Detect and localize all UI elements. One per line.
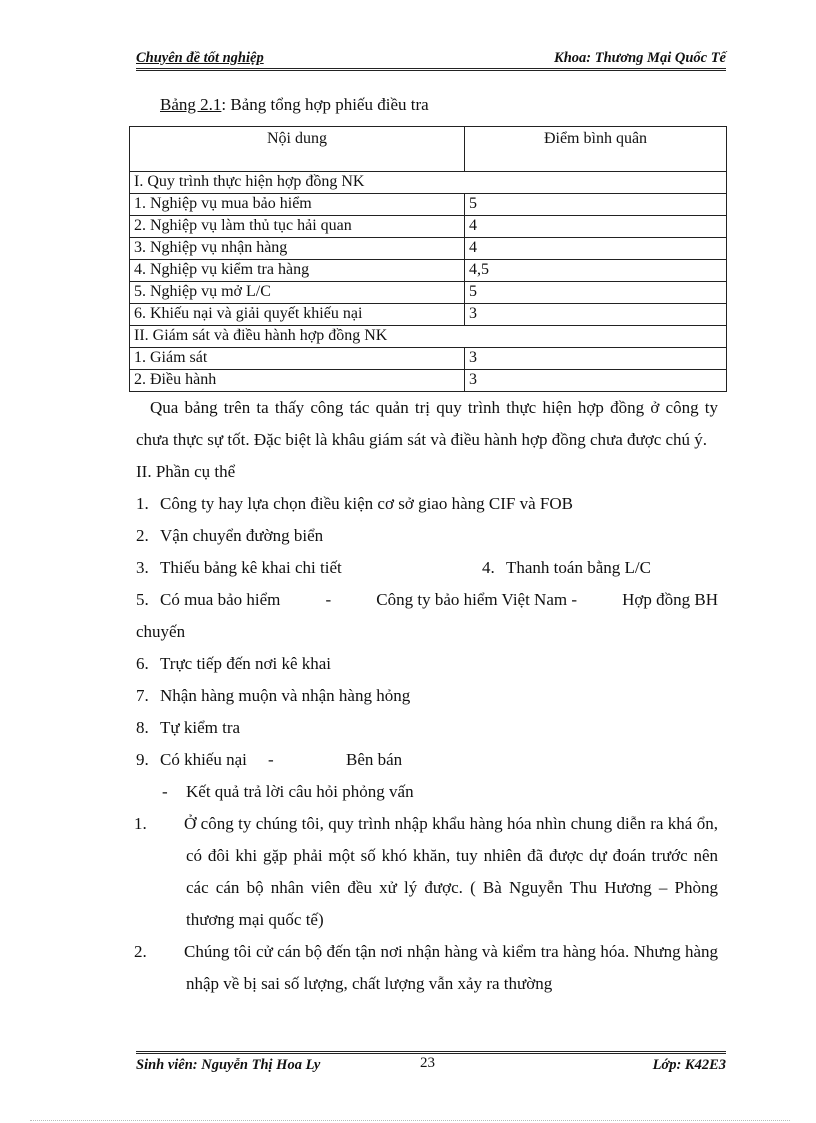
section-label: I. Quy trình thực hiện hợp đồng NK (130, 172, 727, 194)
item-number: 3. (136, 558, 149, 577)
item-text: Có khiếu nại (160, 750, 247, 769)
row-score: 3 (465, 348, 727, 370)
row-score: 3 (465, 370, 727, 392)
table-row (130, 194, 727, 216)
table-section-row (130, 172, 727, 194)
table-row (130, 348, 727, 370)
item-text: Công ty bảo hiểm Việt Nam - (376, 590, 578, 609)
header-divider (136, 68, 726, 71)
table-row (130, 238, 727, 260)
item-separator: - (268, 750, 274, 769)
row-score: 5 (465, 282, 727, 304)
item-text: Vận chuyển đường biển (160, 526, 324, 545)
row-score: 5 (465, 194, 727, 216)
list-item-continuation: chuyến (136, 622, 186, 641)
section-label: II. Giám sát và điều hành hợp đồng NK (130, 326, 727, 348)
item-text: Thiếu bảng kê khai chi tiết (160, 558, 342, 577)
item-separator: - (325, 590, 332, 609)
row-score: 4 (465, 238, 727, 260)
list-item (136, 712, 718, 744)
item-number: 2. (134, 942, 147, 961)
row-label: 4. Nghiệp vụ kiểm tra hàng (130, 260, 465, 282)
page-number: 23 (420, 1055, 435, 1071)
item-text: Công ty hay lựa chọn điều kiện cơ sở giao hàng CIF và FOB (160, 494, 573, 513)
item-number: 4. (482, 558, 495, 577)
row-label: 2. Điều hành (130, 370, 465, 392)
footer-class: Lớp: K42E3 (652, 1057, 726, 1073)
row-label: 5. Nghiệp vụ mở L/C (130, 282, 465, 304)
table-row (130, 282, 727, 304)
table-row (130, 304, 727, 326)
row-label: 2. Nghiệp vụ làm thủ tục hải quan (130, 216, 465, 238)
page-footer (136, 1057, 726, 1077)
header-left-title: Chuyên đề tốt nghiệp (136, 50, 264, 66)
list-item (136, 584, 718, 616)
table-row (130, 260, 727, 282)
item-text: Kết quả trả lời câu hỏi phỏng vấn (186, 782, 414, 801)
page-header (136, 48, 726, 68)
list-item (136, 680, 718, 712)
list-item (136, 744, 718, 776)
item-number: 2. (136, 526, 149, 545)
section-title: II. Phần cụ thể (136, 462, 236, 481)
row-score: 4,5 (465, 260, 727, 282)
item-text: Có mua bảo hiểm (160, 590, 281, 609)
row-score: 4 (465, 216, 727, 238)
table-section-row (130, 326, 727, 348)
item-text: Bên bán (346, 750, 403, 769)
item-text: Trực tiếp đến nơi kê khai (160, 654, 332, 673)
item-text: Hợp đồng BH (622, 590, 718, 609)
table-caption-text: : Bảng tổng hợp phiếu điều tra (221, 95, 429, 114)
item-number: 5. (136, 590, 149, 609)
summary-paragraph: Qua bảng trên ta thấy công tác quản trị quy trình thực hiện hợp đồng ở công ty chưa thực sự tốt. Đặc biệt là khâu giám sát và điều hành hợp đồng chưa được chú ý. (136, 398, 718, 449)
table-row (130, 370, 727, 392)
survey-table (129, 126, 727, 392)
table-caption-number: Bảng 2.1 (160, 95, 222, 114)
item-number: 1. (136, 494, 149, 513)
list-item (136, 776, 718, 808)
item-number: 1. (134, 814, 147, 833)
item-number: 8. (136, 718, 149, 737)
table-row (130, 216, 727, 238)
item-text: Thanh toán bằng L/C (506, 558, 651, 577)
table-caption (160, 95, 429, 115)
column-header-score: Điểm bình quân (465, 127, 727, 172)
footer-divider (136, 1051, 726, 1054)
answer-item (136, 808, 718, 936)
column-header-content: Nội dung (130, 127, 465, 172)
item-number: 6. (136, 654, 149, 673)
item-text: Tự kiểm tra (160, 718, 241, 737)
item-text: Ở công ty chúng tôi, quy trình nhập khẩu hàng hóa nhìn chung diễn ra khá ổn, có đôi khi gặp phải một số khó khăn, tuy nhiên đã được dự đoán trước nên các cán bộ nhân viên đều xử lý được. ( Bà Nguyễn Thu Hương – Phòng thương mại quốc tế) (184, 814, 718, 929)
item-text: Nhận hàng muộn và nhận hàng hỏng (160, 686, 411, 705)
row-label: 3. Nghiệp vụ nhận hàng (130, 238, 465, 260)
table-header-row (130, 127, 727, 172)
header-right-title: Khoa: Thương Mại Quốc Tế (554, 50, 726, 66)
list-item (136, 488, 718, 520)
item-text: Chúng tôi cử cán bộ đến tận nơi nhận hàng và kiểm tra hàng hóa. Nhưng hàng nhập về bị sai số lượng, chất lượng vẫn xảy ra thường (184, 942, 718, 993)
item-number: 9. (136, 750, 149, 769)
row-label: 1. Nghiệp vụ mua bảo hiểm (130, 194, 465, 216)
list-item (136, 648, 718, 680)
body-text (136, 392, 718, 1000)
item-number: 7. (136, 686, 149, 705)
row-label: 1. Giám sát (130, 348, 465, 370)
row-score: 3 (465, 304, 727, 326)
footer-student-name: Sinh viên: Nguyễn Thị Hoa Ly (136, 1057, 321, 1073)
row-label: 6. Khiếu nại và giải quyết khiếu nại (130, 304, 465, 326)
answer-item (136, 936, 718, 1000)
page-bottom-dotted-line (30, 1120, 790, 1121)
list-item (136, 552, 718, 584)
dash-bullet: - (162, 782, 168, 801)
list-item (136, 520, 718, 552)
